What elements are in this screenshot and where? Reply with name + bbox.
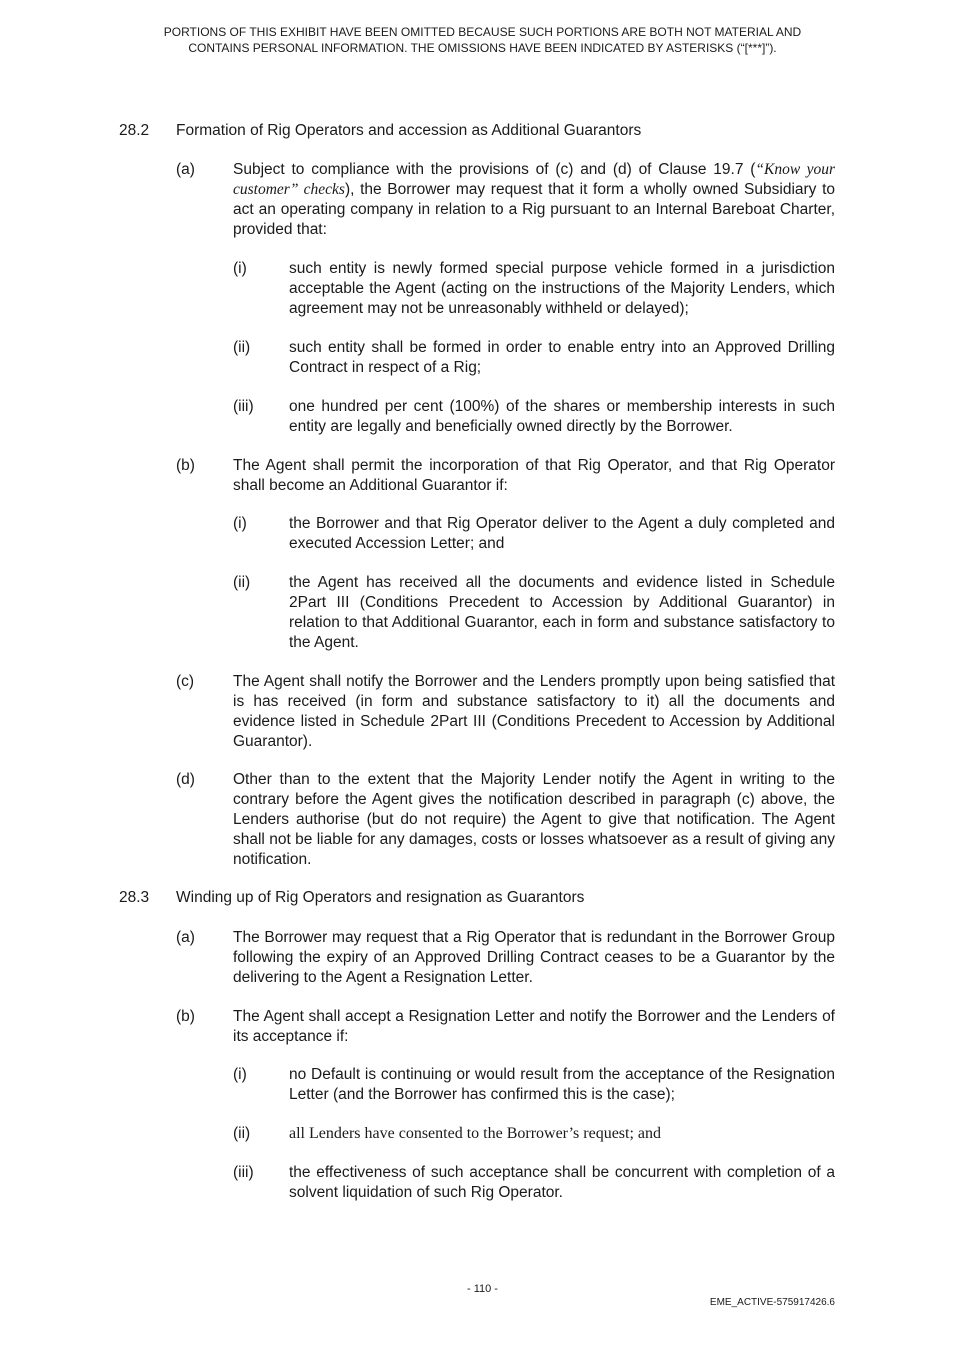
subpara-label-ii: (ii) xyxy=(233,339,251,356)
omission-notice xyxy=(100,24,865,56)
notice-line-2: CONTAINS PERSONAL INFORMATION. THE OMISSIONS HAVE BEEN INDICATED BY ASTERISKS (“[***]”). xyxy=(188,41,777,55)
subpara-label-iii: (iii) xyxy=(233,398,254,415)
subpara-28-3-b-iii: the effectiveness of such acceptance shall be concurrent with completion of a solvent liquidation of such Rig Operator. xyxy=(289,1164,835,1201)
document-reference: EME_ACTIVE-575917426.6 xyxy=(709,1297,835,1308)
subpara-28-3-b-ii: all Lenders have consented to the Borrower’s request; and xyxy=(289,1125,662,1142)
para-28-2-b: The Agent shall permit the incorporation of that Rig Operator, and that Rig Operator shall become an Additional Guarantor if: xyxy=(233,457,835,494)
para-text: ), the Borrower may request that it form a wholly owned Subsidiary to act an operating company in relation to a Rig pursuant to an Internal Bareboat Charter, provided that: xyxy=(233,181,835,238)
subpara-28-2-a-iii: one hundred per cent (100%) of the shares or membership interests in such entity are legally and beneficially owned directly by the Borrower. xyxy=(289,398,835,435)
notice-line-1: PORTIONS OF THIS EXHIBIT HAVE BEEN OMITTED BECAUSE SUCH PORTIONS ARE BOTH NOT MATERIAL AND xyxy=(163,25,802,39)
subpara-28-2-b-i: the Borrower and that Rig Operator deliver to the Agent a duly completed and executed Accession Letter; and xyxy=(289,515,835,552)
subpara-label-ii: (ii) xyxy=(233,1125,251,1142)
subpara-28-2-a-ii: such entity shall be formed in order to enable entry into an Approved Drilling Contract in respect of a Rig; xyxy=(289,339,835,376)
para-28-2-d: Other than to the extent that the Majority Lender notify the Agent in writing to the contrary before the Agent gives the notification described in paragraph (c) above, the Lenders authorise (but do not require) the Agent to give that notification. The Agent shall not be liable for any damages, costs or losses whatsoever as a result of giving any notification. xyxy=(233,771,835,868)
para-label-a: (a) xyxy=(176,929,195,946)
para-text: Subject to compliance with the provisions of (c) and (d) of Clause 19.7 ( xyxy=(233,161,756,178)
subpara-label-i: (i) xyxy=(233,260,247,277)
subpara-label-i: (i) xyxy=(233,1066,247,1083)
para-label-c: (c) xyxy=(176,673,195,690)
subpara-28-2-b-ii: the Agent has received all the documents and evidence listed in Schedule 2Part III (Conditions Precedent to Accession by Additional Guarantor) in relation to that Additional Guarantor, each in form and substance satisfactory to the Agent. xyxy=(289,574,835,651)
clause-number: 28.3 xyxy=(119,889,150,906)
para-28-3-b: The Agent shall accept a Resignation Letter and notify the Borrower and the Lenders of its acceptance if: xyxy=(233,1008,835,1045)
subpara-label-ii: (ii) xyxy=(233,574,251,591)
para-label-a: (a) xyxy=(176,161,195,178)
page-number: - 110 - xyxy=(467,1283,498,1295)
para-label-b: (b) xyxy=(176,457,195,474)
para-28-2-a xyxy=(233,160,835,240)
para-28-2-c: The Agent shall notify the Borrower and the Lenders promptly upon being satisfied that is has received (in form and substance satisfactory to it) all the documents and evidence listed in Schedule 2Part III (Conditions Precedent to Accession by Additional Guarantor). xyxy=(233,673,835,750)
para-label-d: (d) xyxy=(176,771,195,788)
subpara-28-3-b-i: no Default is continuing or would result from the acceptance of the Resignation Letter (and the Borrower has confirmed this is the case); xyxy=(289,1066,835,1103)
subpara-label-i: (i) xyxy=(233,515,247,532)
para-28-3-a: The Borrower may request that a Rig Operator that is redundant in the Borrower Group following the expiry of an Approved Drilling Contract ceases to be a Guarantor by the delivering to the Agent a Resignation Letter. xyxy=(233,929,835,986)
clause-title: Winding up of Rig Operators and resignation as Guarantors xyxy=(176,889,585,906)
subpara-28-2-a-i: such entity is newly formed special purpose vehicle formed in a jurisdiction acceptable the Agent (acting on the instructions of the Majority Lenders, which agreement may not be unreasonably withheld or delayed); xyxy=(289,260,835,317)
para-label-b: (b) xyxy=(176,1008,195,1025)
clause-number: 28.2 xyxy=(119,122,150,139)
subpara-label-iii: (iii) xyxy=(233,1164,254,1181)
clause-title: Formation of Rig Operators and accession as Additional Guarantors xyxy=(176,122,642,139)
defined-term: “Know your customer” checks xyxy=(233,161,835,198)
